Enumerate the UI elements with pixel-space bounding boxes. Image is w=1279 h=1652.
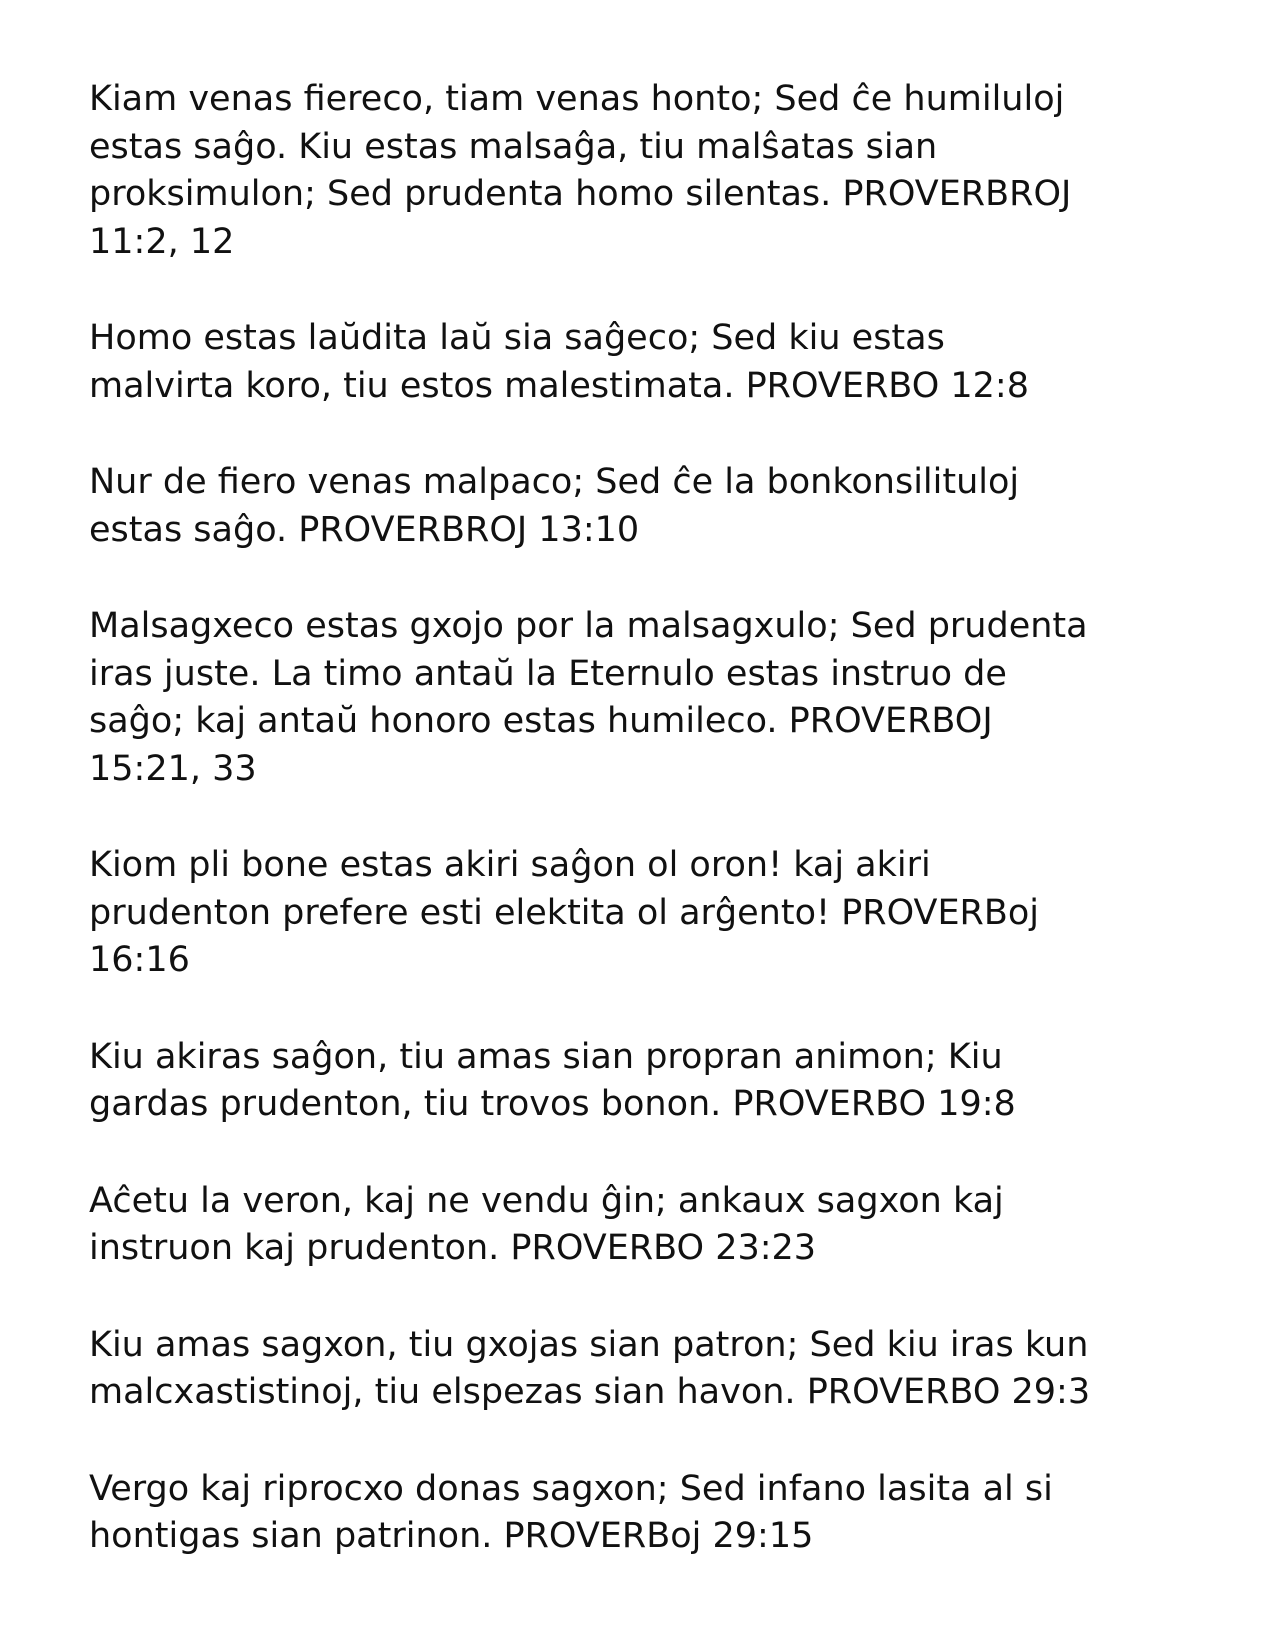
text-line: 16:16 <box>89 940 190 980</box>
proverb-paragraph-3 <box>89 459 1209 554</box>
text-line: gardas prudenton, tiu trovos bonon. PROVERBO 19:8 <box>89 1084 1016 1124</box>
text-line: Nur de fiero venas malpaco; Sed ĉe la bonkonsilituloj <box>89 462 1020 502</box>
text-line: Kiu amas sagxon, tiu gxojas sian patron; Sed kiu iras kun <box>89 1324 1089 1365</box>
text-line: saĝo; kaj antaŭ honoro estas humileco. PROVERBOJ <box>89 701 993 741</box>
text-line: Kiam venas fiereco, tiam venas honto; Sed ĉe humiluloj <box>89 79 1065 119</box>
text-line: Kiu akiras saĝon, tiu amas sian propran animon; Kiu <box>89 1036 1003 1077</box>
text-line: Aĉetu la veron, kaj ne vendu ĝin; ankaux sagxon kaj <box>89 1180 1004 1221</box>
text-line: Malsagxeco estas gxojo por la malsagxulo; Sed prudenta <box>89 606 1088 646</box>
text-line: prudenton prefere esti elektita ol arĝento! PROVERBoj <box>89 892 1040 933</box>
text-line: Homo estas laŭdita laŭ sia saĝeco; Sed kiu estas <box>89 318 945 358</box>
text-line: estas saĝo. PROVERBROJ 13:10 <box>89 509 640 550</box>
proverb-paragraph-1 <box>89 76 1209 266</box>
text-line: iras juste. La timo antaŭ la Eternulo estas instruo de <box>89 653 1007 694</box>
proverb-paragraph-8 <box>89 1322 1209 1417</box>
proverb-paragraph-6 <box>89 1034 1209 1129</box>
text-line: 15:21, 33 <box>89 748 257 789</box>
text-line: estas saĝo. Kiu estas malsaĝa, tiu malŝatas sian <box>89 126 938 167</box>
proverb-paragraph-7 <box>89 1178 1209 1273</box>
proverb-paragraph-4 <box>89 603 1209 793</box>
proverb-paragraph-9 <box>89 1466 1209 1561</box>
text-line: malvirta koro, tiu estos malestimata. PROVERBO 12:8 <box>89 365 1029 406</box>
proverb-paragraph-5 <box>89 842 1209 985</box>
proverb-paragraph-2 <box>89 315 1209 410</box>
text-line: Vergo kaj riprocxo donas sagxon; Sed infano lasita al si <box>89 1468 1053 1509</box>
text-line: malcxastistinoj, tiu elspezas sian havon. PROVERBO 29:3 <box>89 1372 1091 1412</box>
text-line: instruon kaj prudenton. PROVERBO 23:23 <box>89 1228 817 1268</box>
text-line: proksimulon; Sed prudenta homo silentas. PROVERBROJ <box>89 174 1072 214</box>
document-page <box>89 76 1209 1610</box>
text-line: 11:2, 12 <box>89 221 235 262</box>
text-line: hontigas sian patrinon. PROVERBoj 29:15 <box>89 1516 814 1556</box>
text-line: Kiom pli bone estas akiri saĝon ol oron! kaj akiri <box>89 845 931 885</box>
